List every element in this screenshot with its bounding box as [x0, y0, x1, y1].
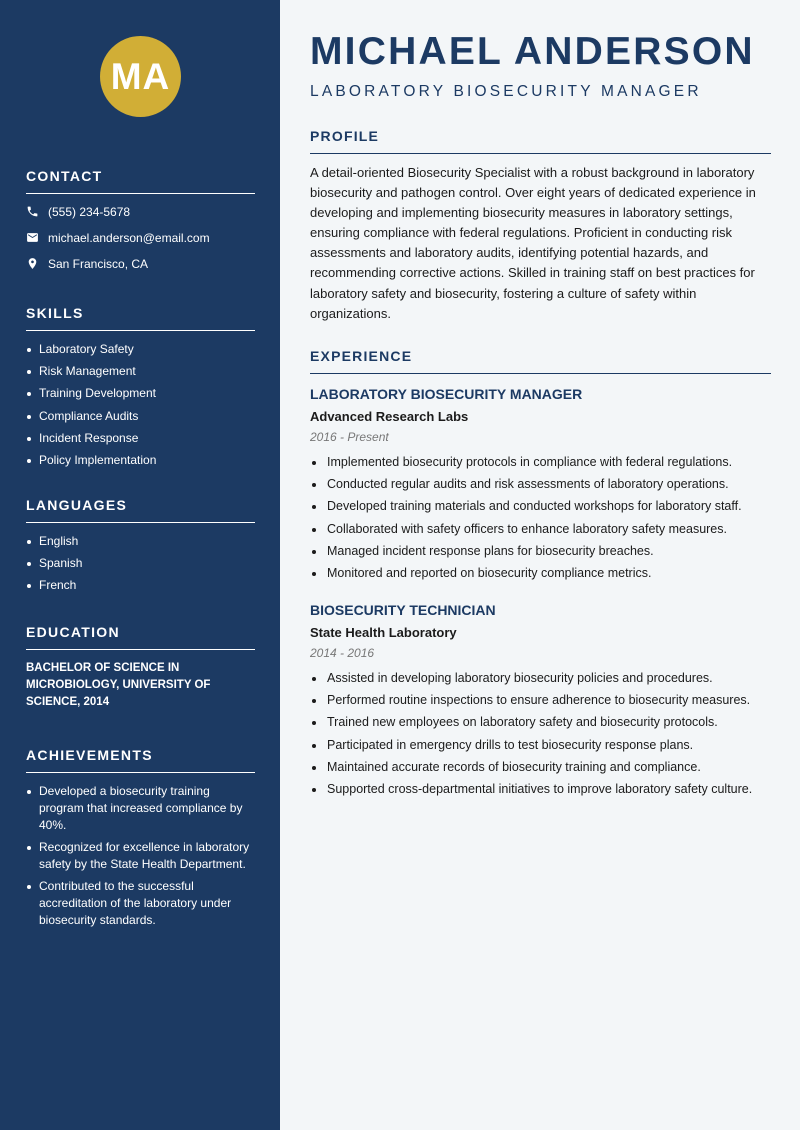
- skill-item: Laboratory Safety: [26, 341, 255, 358]
- job-bullet: Participated in emergency drills to test biosecurity response plans.: [310, 737, 771, 754]
- profile-heading: PROFILE: [310, 128, 771, 154]
- contact-email-text: michael.anderson@email.com: [48, 230, 210, 245]
- achievement-item: Recognized for excellence in laboratory safety by the State Health Department.: [26, 839, 255, 873]
- languages-section: [26, 497, 255, 600]
- skill-item: Policy Implementation: [26, 452, 255, 469]
- achievements-heading: ACHIEVEMENTS: [26, 747, 255, 773]
- job-bullet: Assisted in developing laboratory biosecurity policies and procedures.: [310, 670, 771, 687]
- achievements-section: [26, 747, 255, 934]
- job-bullet: Maintained accurate records of biosecurity training and compliance.: [310, 759, 771, 776]
- job-dates: 2014 - 2016: [310, 646, 375, 660]
- job-bullet: Monitored and reported on biosecurity compliance metrics.: [310, 565, 771, 582]
- languages-heading: LANGUAGES: [26, 497, 255, 523]
- job-bullet: Conducted regular audits and risk assessments of laboratory operations.: [310, 476, 771, 493]
- job-bullet: Developed training materials and conducted workshops for laboratory staff.: [310, 498, 771, 515]
- candidate-name: MICHAEL ANDERSON: [310, 30, 755, 73]
- phone-icon: [26, 205, 39, 218]
- skills-list: [26, 341, 255, 469]
- education-section: [26, 624, 255, 711]
- language-item: French: [26, 577, 255, 594]
- job-entry: [310, 386, 771, 587]
- achievement-item: Contributed to the successful accreditation of the laboratory under biosecurity standards.: [26, 878, 255, 929]
- job-role: BIOSECURITY TECHNICIAN: [310, 602, 496, 618]
- job-company: State Health Laboratory: [310, 625, 457, 640]
- job-bullets: [310, 454, 771, 582]
- job-bullet: Supported cross-departmental initiatives to improve laboratory safety culture.: [310, 781, 771, 798]
- job-bullets: [310, 670, 771, 798]
- avatar-initials: MA: [110, 55, 171, 97]
- skill-item: Risk Management: [26, 363, 255, 380]
- contact-phone-text: (555) 234-5678: [48, 204, 131, 219]
- contact-location-text: San Francisco, CA: [48, 256, 149, 271]
- skill-item: Compliance Audits: [26, 408, 255, 425]
- job-dates: 2016 - Present: [310, 430, 389, 444]
- job-entry: [310, 602, 771, 803]
- contact-email[interactable]: [26, 229, 255, 246]
- skill-item: Incident Response: [26, 430, 255, 447]
- job-role: LABORATORY BIOSECURITY MANAGER: [310, 386, 583, 402]
- contact-heading: CONTACT: [26, 168, 255, 194]
- education-heading: EDUCATION: [26, 624, 255, 650]
- achievement-item: Developed a biosecurity training program that increased compliance by 40%.: [26, 783, 255, 834]
- language-item: Spanish: [26, 555, 255, 572]
- contact-location: [26, 255, 255, 272]
- skill-item: Training Development: [26, 385, 255, 402]
- language-item: English: [26, 533, 255, 550]
- sidebar: [0, 0, 280, 1130]
- job-company: Advanced Research Labs: [310, 409, 469, 424]
- skills-section: [26, 305, 255, 474]
- job-bullet: Managed incident response plans for biosecurity breaches.: [310, 543, 771, 560]
- education-degree: BACHELOR OF SCIENCE IN MICROBIOLOGY, UNIVERSITY OF SCIENCE, 2014: [26, 662, 211, 708]
- job-bullet: Trained new employees on laboratory safety and biosecurity protocols.: [310, 714, 771, 731]
- experience-heading: EXPERIENCE: [310, 348, 771, 374]
- job-bullet: Implemented biosecurity protocols in compliance with federal regulations.: [310, 454, 771, 471]
- location-pin-icon: [26, 257, 39, 270]
- contact-section: [26, 168, 255, 272]
- skills-heading: SKILLS: [26, 305, 255, 331]
- profile-text: A detail-oriented Biosecurity Specialist with a robust background in laboratory biosecurity and pathogen control. Over eight years of dedicated experience in developing and implementing biosecurity measures in laboratory settings, ensuring compliance with federal regulations. Proficient in conducting risk assessments and laboratory audits, identifying potential hazards, and recommending corrective actions. Skilled in training staff on best practices for laboratory safety and biosecurity, fostering a culture of safety within organizations.: [310, 165, 756, 321]
- avatar: [100, 36, 181, 117]
- job-bullet: Performed routine inspections to ensure adherence to biosecurity measures.: [310, 692, 771, 709]
- achievements-list: [26, 783, 255, 929]
- email-icon: [26, 231, 39, 244]
- contact-phone[interactable]: [26, 203, 255, 220]
- candidate-title: LABORATORY BIOSECURITY MANAGER: [310, 83, 702, 100]
- job-bullet: Collaborated with safety officers to enhance laboratory safety measures.: [310, 521, 771, 538]
- languages-list: [26, 533, 255, 594]
